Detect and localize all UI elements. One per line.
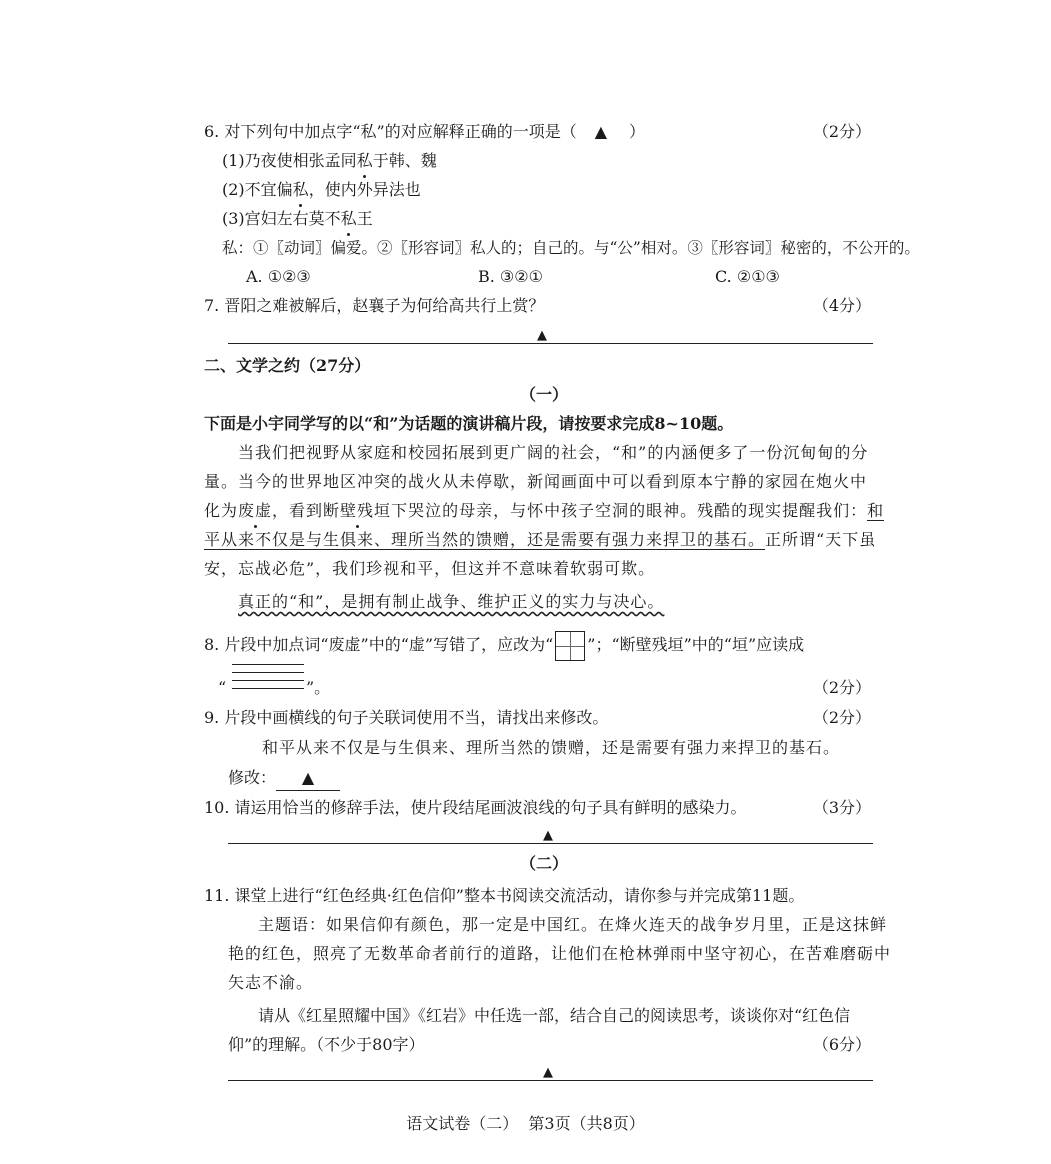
q8-pinyin-blank[interactable]	[232, 664, 304, 696]
passage-l3-b: ，看到	[272, 501, 324, 520]
passage-line-4	[204, 528, 876, 552]
q6-s2-post: ，使内外异法也	[308, 180, 421, 199]
q10-answer-marker: ▲	[543, 828, 553, 843]
q10-points: （3分）	[812, 798, 871, 817]
q11-points: （6分）	[812, 1035, 871, 1054]
q7-stem: 7. 晋阳之难被解后，赵襄子为何给高共行上赏？	[204, 296, 545, 315]
q6-answer-marker: ▲	[594, 122, 608, 141]
q10-stem: 10. 请运用恰当的修辞手法，使片段结尾画波浪线的句子具有鲜明的感染力。	[204, 798, 747, 817]
q9-fix-blank[interactable]	[276, 766, 340, 791]
q8-answer-box[interactable]	[555, 631, 585, 661]
q8-close-quote: ”。	[306, 678, 331, 697]
q8-open-quote: “	[218, 678, 227, 697]
passage-line-5: 安，忘战必危”，我们珍视和平，但这并不意味着软弱可欺。	[204, 559, 656, 578]
q8-stem-a: 8. 片段中加点词“废虚”中的“虚”写错了，应改为“	[204, 635, 554, 654]
q8-points: （2分）	[812, 678, 871, 697]
q11-stem: 11. 课堂上进行“红色经典·红色信仰”整本书阅读交流活动，请你参与并完成第11题。	[204, 886, 805, 905]
q9-stem: 9. 片段中画横线的句子关联词使用不当，请找出来修改。	[204, 708, 609, 727]
q6-sentence-1	[222, 149, 437, 173]
q11-theme-line-2: 艳的红色，照亮了无数革命者前行的道路，让他们在枪林弹雨中坚守初心，在苦难磨砺中	[228, 944, 892, 963]
q6-s1-pre: (1)乃夜使相张孟同	[222, 151, 357, 170]
q8-stem-b: ”；“断壁残垣”中的“垣”应读成	[587, 635, 805, 654]
passage-l3-a: 化为	[204, 501, 239, 520]
q6-points: （2分）	[812, 122, 871, 141]
q11-answer-marker: ▲	[543, 1065, 553, 1080]
q11-task-line-1: 请从《红星照耀中国》《红岩》中任选一部，结合自己的阅读思考，谈谈你对“红色信	[258, 1006, 851, 1025]
passage-underlined-start: 和	[867, 501, 885, 520]
passage-line-3	[204, 499, 884, 523]
q10-answer-line	[228, 843, 873, 844]
q11-answer-line	[228, 1080, 873, 1081]
section2-intro: 下面是小宇同学写的以“和”为话题的演讲稿片段，请按要求完成8~10题。	[204, 414, 734, 433]
q7-answer-marker: ▲	[537, 328, 547, 343]
q7-answer-line	[228, 343, 873, 344]
passage-dotted-word-feixu: 废虚	[238, 499, 272, 523]
q6-option-a: A. ①②③	[246, 267, 311, 286]
q6-option-c: C. ②①③	[715, 267, 780, 286]
q6-s3-pre: (3)宫妇左右莫不	[222, 209, 341, 228]
q6-sentence-3	[222, 207, 373, 231]
q6-stem-line	[204, 120, 645, 144]
q11-theme-line-3: 矢志不渝。	[228, 973, 314, 992]
q9-fix-label: 修改：	[228, 768, 277, 787]
passage-wavy-sentence	[238, 590, 664, 614]
passage-dotted-word-duanbi: 断壁残垣	[323, 499, 391, 523]
passage-wavy-text: 真正的“和”，是拥有制止战争、维护正义的实力与决心。	[238, 592, 665, 611]
q7-points: （4分）	[812, 296, 871, 315]
q6-s2-dotted-char: 私	[293, 178, 309, 202]
page-footer: 语文试卷（二） 第3页（共8页）	[406, 1114, 645, 1133]
passage-line-1: 当我们把视野从家庭和校园拓展到更广阔的社会，“和”的内涵便多了一份沉甸甸的分	[238, 443, 869, 462]
q6-sentence-2	[222, 178, 421, 202]
passage-l4-b: 正所谓“天下虽	[765, 530, 877, 549]
section2-part2-heading: （二）	[520, 854, 569, 873]
q6-s1-post: 于韩、魏	[372, 151, 437, 170]
q6-s3-dotted-char: 私	[341, 207, 357, 231]
q11-theme-line-1: 主题语：如果信仰有颜色，那一定是中国红。在烽火连天的战争岁月里，正是这抹鲜	[258, 915, 888, 934]
q11-task-line-2: 仰”的理解。（不少于80字）	[228, 1035, 425, 1054]
q6-s2-pre: (2)不宜偏	[222, 180, 293, 199]
q6-option-b: B. ③②①	[478, 267, 543, 286]
q8-stem-line	[204, 629, 804, 661]
passage-underlined-sentence: 平从来不仅是与生俱来、理所当然的馈赠，还是需要有强力来捍卫的基石。	[204, 530, 766, 549]
section2-title: 二、文学之约（27分）	[204, 356, 371, 375]
section2-part1-heading: （一）	[520, 385, 569, 404]
q9-answer-marker: ▲	[301, 768, 315, 787]
passage-l3-c: 下哭泣的母亲，与怀中孩子空洞的眼神。残酷的现实提醒我们：	[391, 501, 868, 520]
q9-quoted-sentence: 和平从来不仅是与生俱来、理所当然的馈赠，还是需要有强力来捍卫的基石。	[262, 738, 841, 757]
q6-stem: 6. 对下列句中加点字“私”的对应解释正确的一项是（	[204, 122, 577, 141]
q9-points: （2分）	[812, 708, 871, 727]
q9-fix-line	[228, 766, 340, 791]
passage-line-2: 量。当今的世界地区冲突的战火从未停歇，新闻画面中可以看到原本宁静的家园在炮火中	[204, 472, 868, 491]
q6-stem-close: ）	[629, 122, 646, 141]
q6-s3-post: 王	[356, 209, 373, 228]
q6-s1-dotted-char: 私	[357, 149, 373, 173]
q6-definition: 私：①〖动词〗偏爱。②〖形容词〗私人的；自己的。与“公”相对。③〖形容词〗秘密的，不公开的。	[222, 239, 920, 257]
